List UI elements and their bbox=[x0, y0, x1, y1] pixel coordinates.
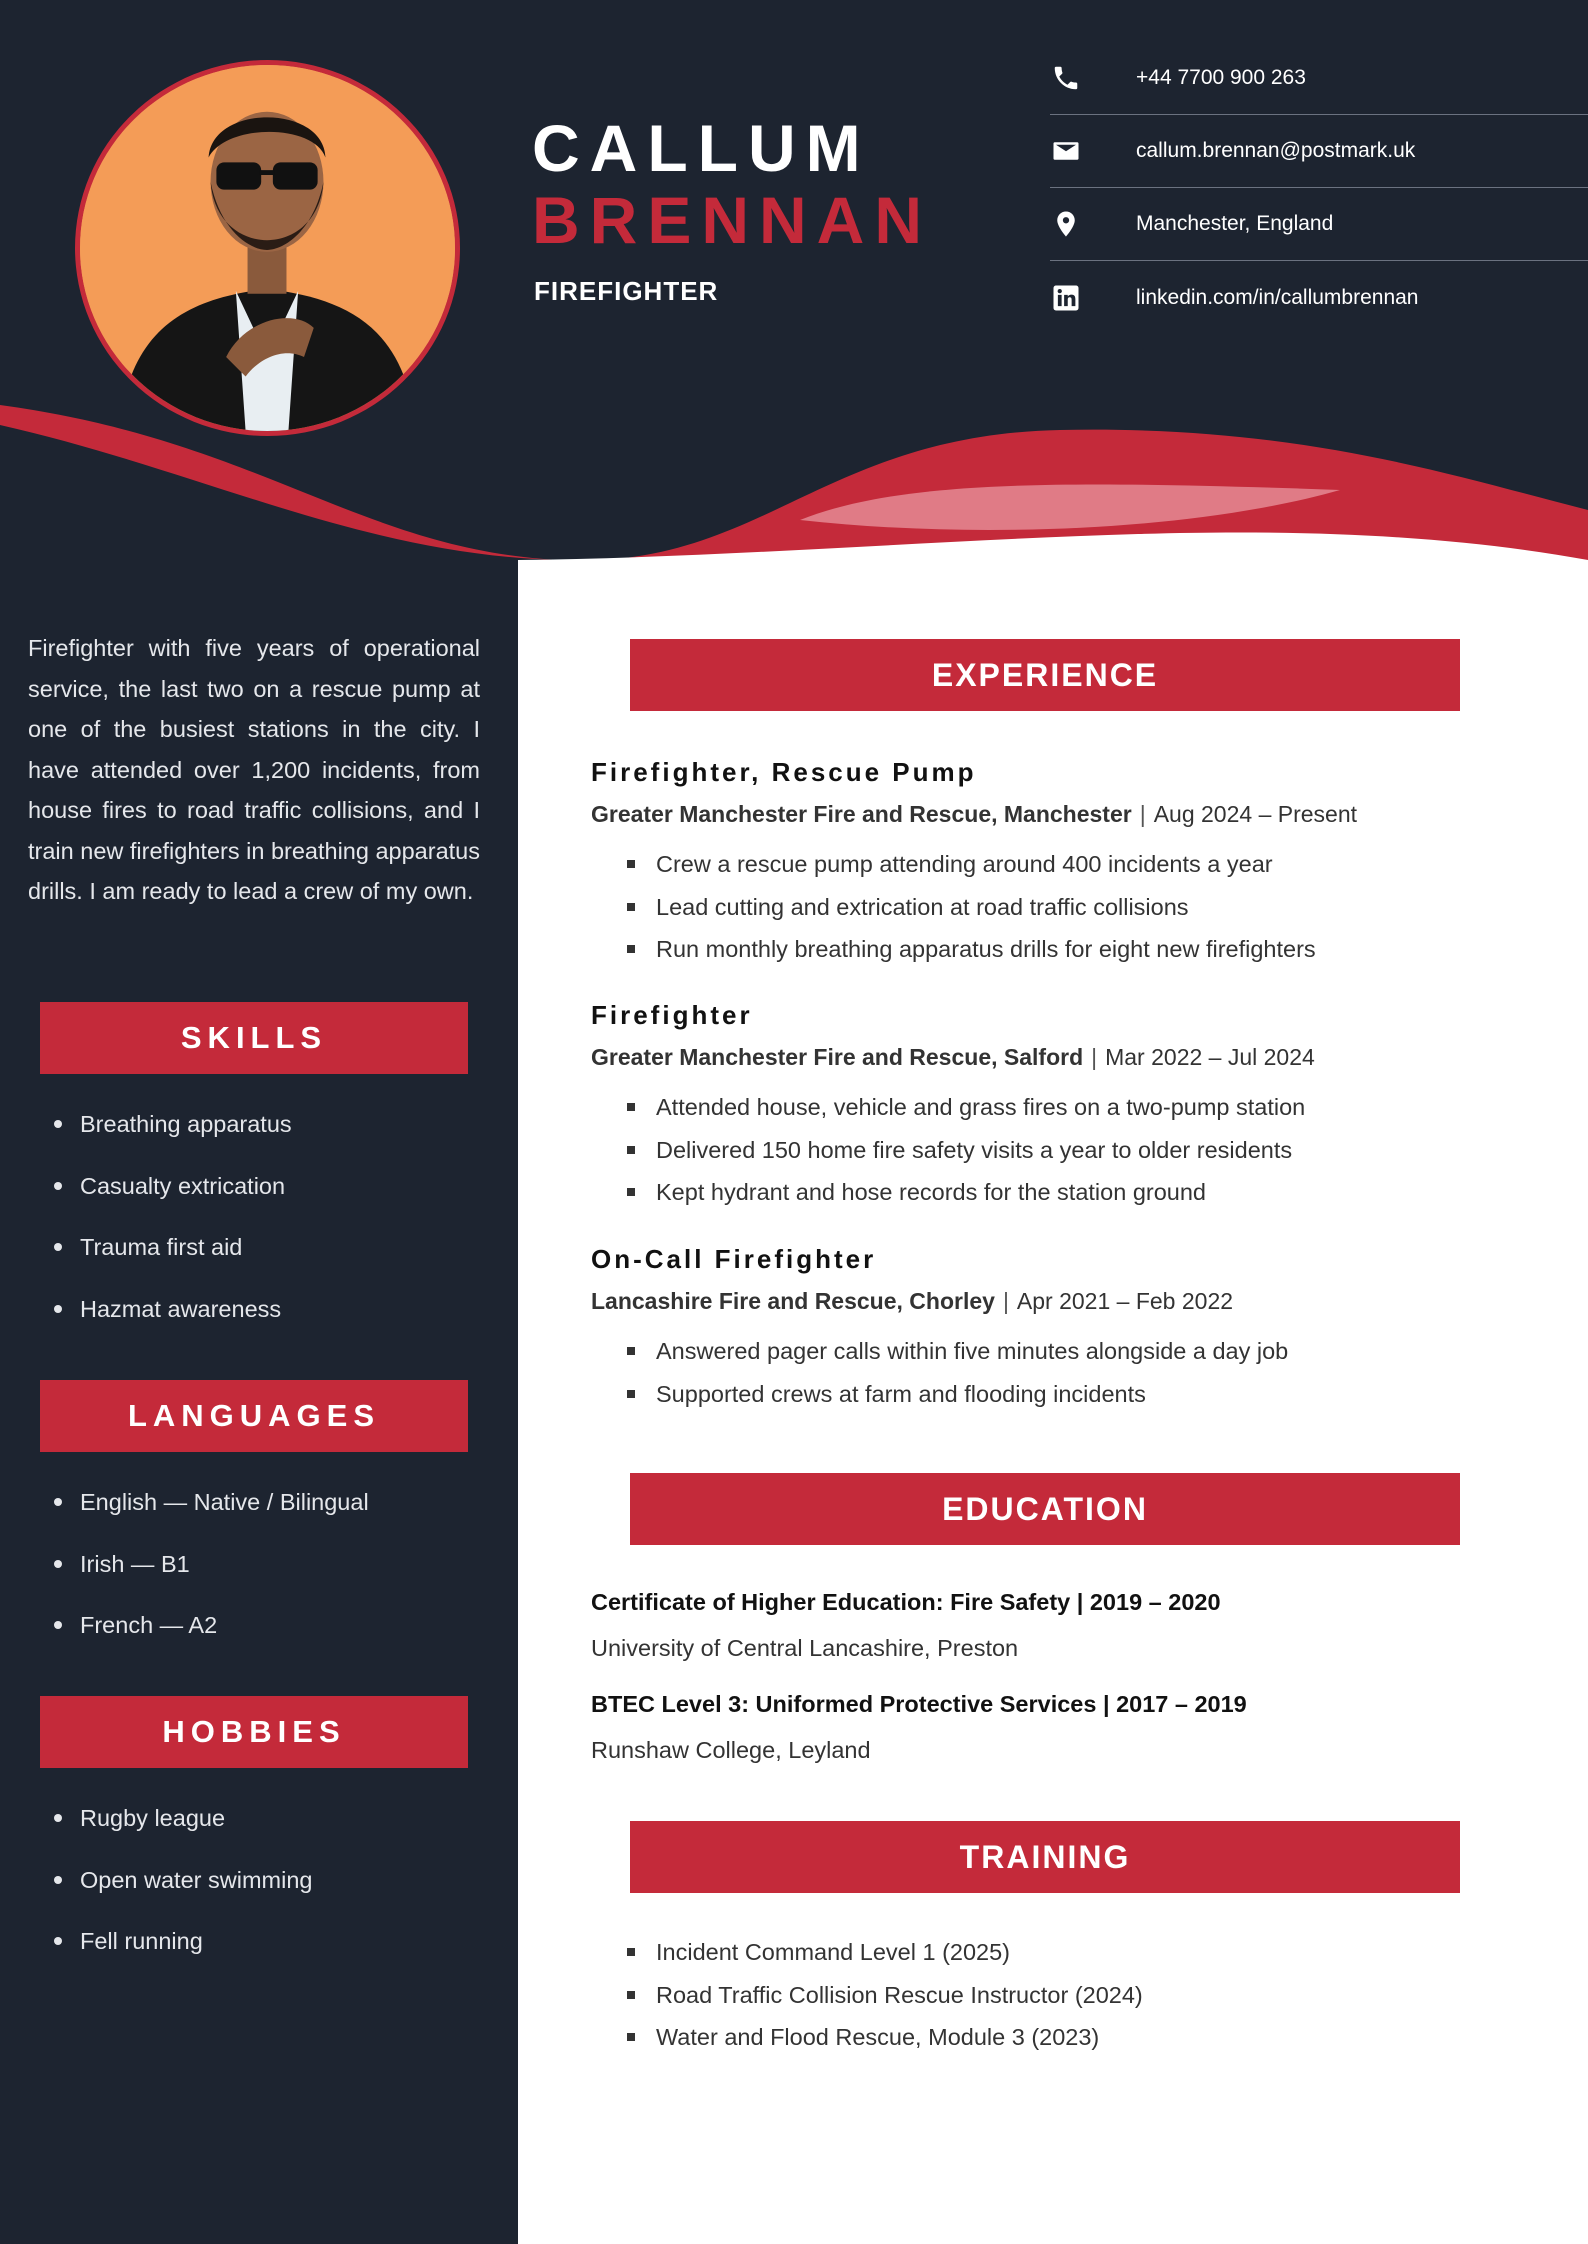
phone-text: +44 7700 900 263 bbox=[1136, 66, 1306, 89]
job-role: Firefighter, Rescue Pump bbox=[591, 757, 977, 787]
hobbies-heading: HOBBIES bbox=[40, 1696, 468, 1768]
last-name: BRENNAN bbox=[532, 183, 932, 257]
email-icon bbox=[1050, 135, 1082, 167]
job-dates: Mar 2022 – Jul 2024 bbox=[1105, 1044, 1315, 1070]
portrait-illustration bbox=[80, 65, 455, 431]
list-item: Incident Command Level 1 (2025) bbox=[591, 1936, 1491, 1979]
languages-list bbox=[52, 1486, 472, 1671]
education-entry bbox=[591, 1688, 1491, 1790]
phone-icon bbox=[1050, 62, 1082, 94]
training-list bbox=[591, 1936, 1491, 2064]
job-entry bbox=[591, 997, 1491, 1219]
list-item: Open water swimming bbox=[52, 1864, 472, 1926]
education-heading: EDUCATION bbox=[630, 1473, 1460, 1545]
education-title: Certificate of Higher Education: Fire Safety | 2019 – 2020 bbox=[591, 1589, 1221, 1615]
education-title: BTEC Level 3: Uniformed Protective Services | 2017 – 2019 bbox=[591, 1691, 1247, 1717]
job-bullets bbox=[591, 1335, 1491, 1420]
job-dates: Aug 2024 – Present bbox=[1153, 801, 1358, 827]
email-text: callum.brennan@postmark.uk bbox=[1136, 139, 1416, 162]
education-entry bbox=[591, 1586, 1491, 1688]
job-bullets bbox=[591, 848, 1491, 976]
job-entry bbox=[591, 754, 1491, 976]
list-item: Breathing apparatus bbox=[52, 1108, 472, 1170]
job-meta bbox=[591, 1041, 1491, 1091]
list-item: Trauma first aid bbox=[52, 1231, 472, 1293]
list-item: Rugby league bbox=[52, 1802, 472, 1864]
list-item: Kept hydrant and hose records for the station ground bbox=[591, 1176, 1491, 1219]
first-name: CALLUM bbox=[532, 111, 871, 185]
list-item: Lead cutting and extrication at road traffic collisions bbox=[591, 891, 1491, 934]
list-item: Road Traffic Collision Rescue Instructor (2024) bbox=[591, 1979, 1491, 2022]
list-item: Crew a rescue pump attending around 400 incidents a year bbox=[591, 848, 1491, 891]
list-item: Attended house, vehicle and grass fires on a two-pump station bbox=[591, 1091, 1491, 1134]
profile-summary: Firefighter with five years of operational service, the last two on a rescue pump at one of the busiest stations in the city. I have attended over 1,200 incidents, from house fires to road traffic collisions, and I train new firefighters in breathing apparatus drills. I am ready to lead a crew of my own. bbox=[28, 635, 480, 904]
job-bullets bbox=[591, 1091, 1491, 1219]
job-title: FIREFIGHTER bbox=[534, 276, 719, 306]
training-heading: TRAINING bbox=[630, 1821, 1460, 1893]
list-item: Casualty extrication bbox=[52, 1170, 472, 1232]
list-item: Run monthly breathing apparatus drills for eight new firefighters bbox=[591, 933, 1491, 976]
job-meta bbox=[591, 1285, 1491, 1335]
list-item: English — Native / Bilingual bbox=[52, 1486, 472, 1548]
job-role: On-Call Firefighter bbox=[591, 1244, 877, 1274]
location-text: Manchester, England bbox=[1136, 212, 1334, 235]
skills-heading: SKILLS bbox=[40, 1002, 468, 1074]
separator: | bbox=[1002, 1288, 1009, 1314]
wave-white-edge bbox=[518, 520, 1588, 580]
job-entry bbox=[591, 1241, 1491, 1420]
list-item: Fell running bbox=[52, 1925, 472, 1987]
experience-heading: EXPERIENCE bbox=[630, 639, 1460, 711]
linkedin-icon bbox=[1050, 282, 1082, 314]
list-item: Supported crews at farm and flooding incidents bbox=[591, 1378, 1491, 1421]
hobbies-list bbox=[52, 1802, 472, 1987]
job-organisation: Greater Manchester Fire and Rescue, Salford bbox=[591, 1044, 1084, 1070]
separator: | bbox=[1091, 1044, 1098, 1070]
education-school: Runshaw College, Leyland bbox=[591, 1737, 871, 1763]
job-organisation: Greater Manchester Fire and Rescue, Manchester bbox=[591, 801, 1132, 827]
job-meta bbox=[591, 798, 1491, 848]
skills-list bbox=[52, 1108, 472, 1354]
list-item: Answered pager calls within five minutes alongside a day job bbox=[591, 1335, 1491, 1378]
contact-location bbox=[1050, 188, 1588, 261]
list-item: Hazmat awareness bbox=[52, 1293, 472, 1355]
separator: | bbox=[1139, 801, 1146, 827]
education-school: University of Central Lancashire, Preston bbox=[591, 1635, 1019, 1661]
list-item: Water and Flood Rescue, Module 3 (2023) bbox=[591, 2021, 1491, 2064]
job-organisation: Lancashire Fire and Rescue, Chorley bbox=[591, 1288, 995, 1314]
contact-phone bbox=[1050, 42, 1588, 115]
languages-heading: LANGUAGES bbox=[40, 1380, 468, 1452]
list-item: Delivered 150 home fire safety visits a year to older residents bbox=[591, 1134, 1491, 1177]
contact-list bbox=[1050, 42, 1588, 334]
job-dates: Apr 2021 – Feb 2022 bbox=[1016, 1288, 1234, 1314]
list-item: Irish — B1 bbox=[52, 1548, 472, 1610]
list-item: French — A2 bbox=[52, 1609, 472, 1671]
contact-email bbox=[1050, 115, 1588, 188]
contact-linkedin bbox=[1050, 261, 1588, 334]
location-pin-icon bbox=[1050, 208, 1082, 240]
linkedin-text: linkedin.com/in/callumbrennan bbox=[1136, 285, 1419, 309]
profile-photo bbox=[75, 60, 460, 436]
job-role: Firefighter bbox=[591, 1000, 753, 1030]
